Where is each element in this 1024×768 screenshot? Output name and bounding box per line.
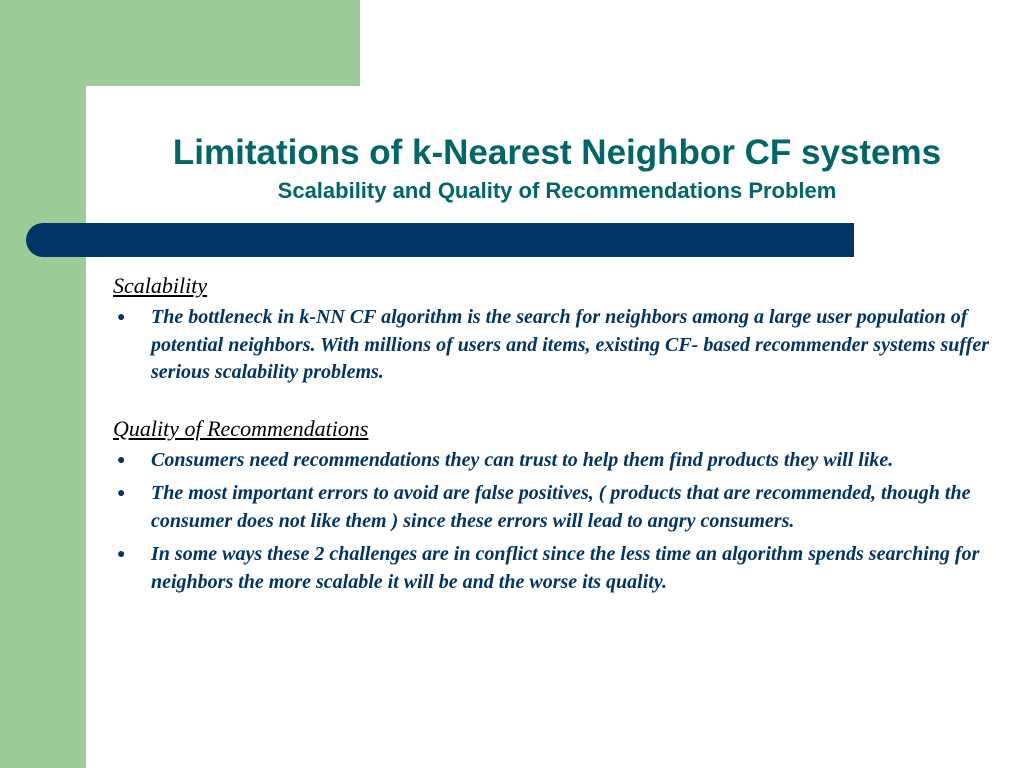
bullet-dot-icon: ● — [117, 547, 126, 562]
bullet-text: The bottleneck in k-NN CF algorithm is the search for neighbors among a large user population of potential neighbors. With millions of users and items, existing CF- based recommender systems suffer serious scalability problems. — [151, 306, 990, 383]
bullet-dot-icon: ● — [117, 310, 126, 325]
bullet-item — [113, 304, 998, 387]
section-heading-quality: Quality of Recommendations — [113, 415, 369, 441]
section-heading-scalability: Scalability — [113, 273, 208, 298]
bullet-item — [113, 480, 998, 535]
bullet-dot-icon: ● — [117, 452, 126, 468]
top-green-block — [86, 0, 360, 86]
bullet-item — [113, 447, 998, 475]
bullet-text: The most important errors to avoid are false positives, ( products that are recommended, though the consumer does not like them ) since these errors will lead to angry consumers. — [151, 482, 971, 532]
slide-body — [113, 270, 998, 602]
bullet-list-quality — [113, 447, 998, 597]
bullet-text: In some ways these 2 challenges are in conflict since the less time an algorithm spends searching for neighbors the more scalable it will be and the worse its quality. — [151, 543, 980, 593]
bullet-list-scalability — [113, 304, 998, 387]
navy-divider-bar — [26, 223, 854, 257]
slide-title: Limitations of k-Nearest Neighbor CF systems — [172, 133, 942, 172]
slide-subtitle: Scalability and Quality of Recommendations Problem — [277, 178, 837, 203]
bullet-item — [113, 541, 998, 596]
left-green-bar — [0, 0, 86, 768]
bullet-text: Consumers need recommendations they can trust to help them find products they will like. — [151, 448, 894, 471]
bullet-dot-icon: ● — [117, 486, 126, 501]
